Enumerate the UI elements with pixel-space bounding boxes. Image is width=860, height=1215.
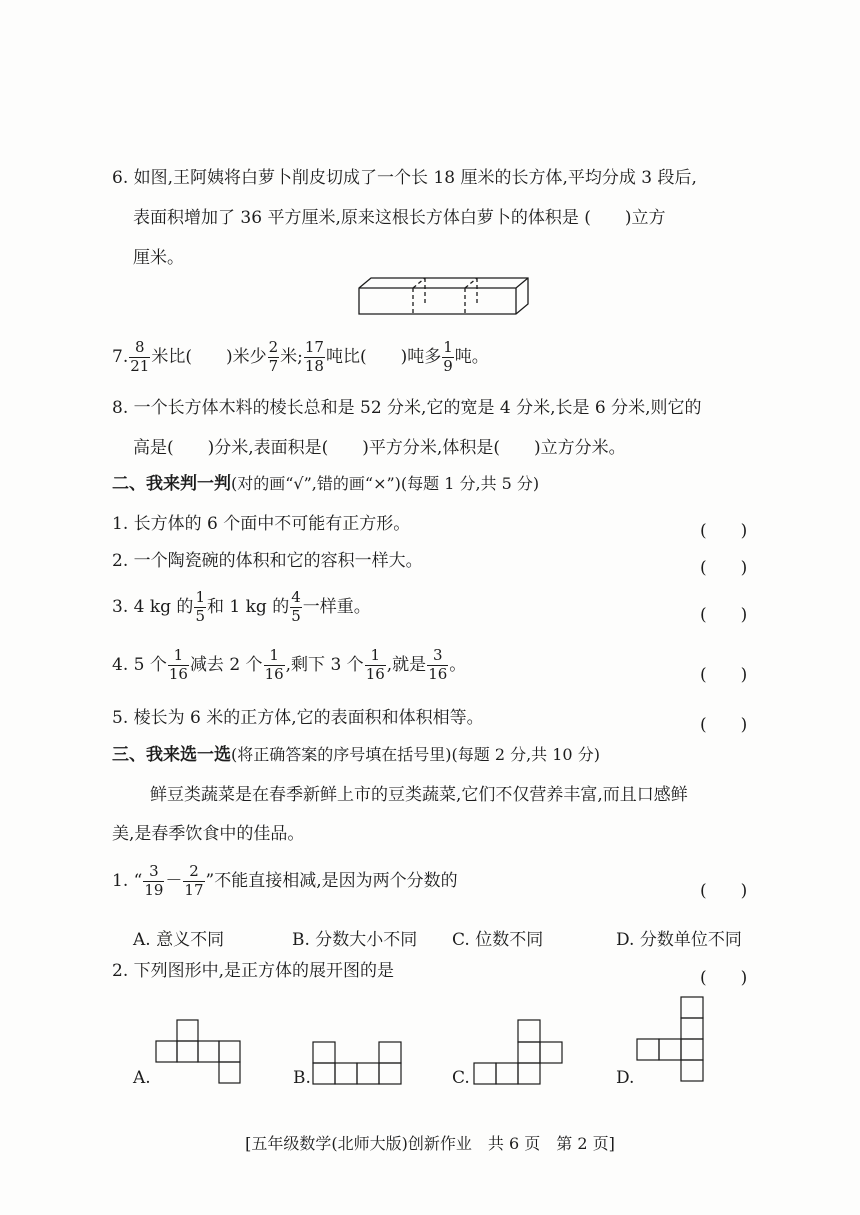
fraction: $\frac{2}{7}$ (268, 338, 279, 375)
answer-parens: ( ) (700, 715, 748, 735)
choice-q2: 2. 下列图形中,是正方体的展开图的是 (112, 961, 395, 981)
choice-q1: 1. “ $\frac{3}{19}$ － $\frac{2}{17}$ ”不能直接相减,是因为两个分数的 (112, 862, 458, 899)
cube-net-d (637, 997, 705, 1085)
q8-line1: 8. 一个长方体木料的棱长总和是 52 分米,它的宽是 4 分米,长是 6 分米,则它的 (112, 398, 702, 418)
q7-number: 7. (112, 346, 129, 367)
q7-line: 7. $\frac{8}{21}$ 米比( )米少 $\frac{2}{7}$ 米; $\frac{17}{18}$ 吨比( )吨多 $\frac{1}{9}$ 吨。 (112, 338, 489, 375)
net-label-d: D. (616, 1068, 635, 1088)
answer-parens: ( ) (700, 881, 748, 901)
fraction: $\frac{4}{5}$ (291, 588, 301, 625)
section3-intro-line2: 美,是春季饮食中的佳品。 (112, 824, 305, 844)
judge-item-5: 5. 棱长为 6 米的正方体,它的表面积和体积相等。 (112, 708, 484, 728)
judge-item-3: 3. 4 kg 的 $\frac{1}{5}$ 和 1 kg 的 $\frac{4}{5}$ 一样重。 (112, 588, 371, 625)
fraction: $\frac{3}{16}$ (428, 646, 448, 683)
fraction: $\frac{1}{9}$ (443, 338, 453, 375)
section2-title: 二、我来判一判 (112, 474, 231, 494)
section2-heading (112, 476, 539, 493)
q6-line2: 表面积增加了 36 平方厘米,原来这根长方体白萝卜的体积是 ( )立方 (133, 208, 666, 228)
answer-parens: ( ) (700, 605, 748, 625)
fraction: $\frac{8}{21}$ (130, 338, 150, 375)
option-b: B. 分数大小不同 (292, 930, 418, 950)
cube-net-c (474, 1020, 566, 1086)
answer-parens: ( ) (700, 665, 748, 685)
judge-item-4: 4. 5 个 $\frac{1}{16}$ 减去 2 个 $\frac{1}{16}$ ,剩下 3 个 $\frac{1}{16}$ ,就是 $\frac{3}{16}$ 。 (112, 646, 467, 683)
fraction: $\frac{3}{19}$ (144, 862, 164, 899)
radish-cuboid-figure (358, 276, 538, 316)
option-d: D. 分数单位不同 (616, 930, 742, 950)
fraction: $\frac{1}{16}$ (264, 646, 284, 683)
answer-parens: ( ) (700, 558, 748, 578)
section3-heading (112, 747, 600, 764)
fraction: $\frac{17}{18}$ (304, 338, 324, 375)
cube-net-a (156, 1020, 246, 1084)
fraction: $\frac{1}{5}$ (195, 588, 205, 625)
net-label-c: C. (452, 1068, 470, 1088)
section3-title: 三、我来选一选 (112, 745, 231, 765)
fraction: $\frac{1}{16}$ (365, 646, 385, 683)
fraction: $\frac{2}{17}$ (184, 862, 204, 899)
judge-item-1: 1. 长方体的 6 个面中不可能有正方形。 (112, 514, 411, 534)
net-label-b: B. (293, 1068, 311, 1088)
cube-net-b (313, 1042, 405, 1086)
judge-item-2: 2. 一个陶瓷碗的体积和它的容积一样大。 (112, 551, 423, 571)
net-label-a: A. (133, 1068, 151, 1088)
option-a: A. 意义不同 (133, 930, 225, 950)
q6-line1: 6. 如图,王阿姨将白萝卜削皮切成了一个长 18 厘米的长方体,平均分成 3 段后, (112, 168, 697, 188)
section3-intro-line1: 鲜豆类蔬菜是在春季新鲜上市的豆类蔬菜,它们不仅营养丰富,而且口感鲜 (150, 785, 688, 805)
section2-note: (对的画“√”,错的画“×”)(每题 1 分,共 5 分) (231, 474, 540, 493)
page-footer: [五年级数学(北师大版)创新作业 共 6 页 第 2 页] (245, 1134, 615, 1153)
answer-parens: ( ) (700, 521, 748, 541)
fraction: $\frac{1}{16}$ (168, 646, 188, 683)
q6-line3: 厘米。 (133, 248, 184, 268)
section3-note: (将正确答案的序号填在括号里)(每题 2 分,共 10 分) (231, 745, 600, 764)
option-c: C. 位数不同 (452, 930, 544, 950)
q8-line2: 高是( )分米,表面积是( )平方分米,体积是( )立方分米。 (133, 438, 626, 458)
answer-parens: ( ) (700, 968, 748, 988)
